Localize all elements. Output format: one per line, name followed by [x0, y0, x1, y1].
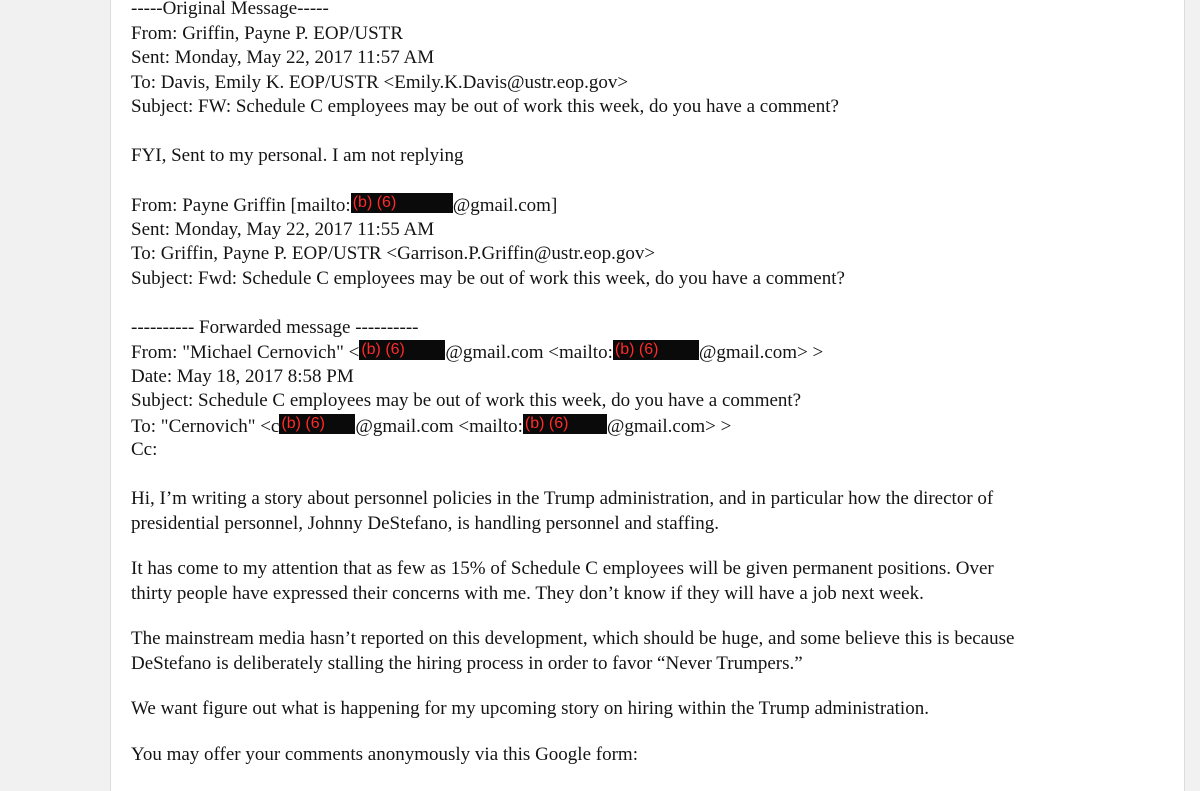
body-paragraph-5: You may offer your comments anonymously via this Google form: — [131, 743, 638, 765]
original-sent-line: Sent: Monday, May 22, 2017 11:57 AM — [131, 47, 435, 68]
forwarded-from-prefix: From: "Michael Cernovich" < — [131, 342, 360, 363]
body-paragraph-2-line-2: thirty people have expressed their concerns with me. They don’t know if they will have a job next week. — [131, 582, 924, 604]
forwarded-to-suffix: @gmail.com> > — [606, 415, 732, 437]
second-from-suffix: @gmail.com] — [452, 195, 558, 216]
body-paragraph-1-line-1: Hi, I’m writing a story about personnel policies in the Trump administration, and in particular how the director of — [131, 488, 994, 509]
original-subject-line: Subject: FW: Schedule C employees may be out of work this week, do you have a comment? — [131, 96, 839, 117]
second-subject-line: Subject: Fwd: Schedule C employees may be out of work this week, do you have a comment? — [131, 267, 845, 289]
body-paragraph-4: We want figure out what is happening for my upcoming story on hiring within the Trump administration. — [131, 698, 929, 719]
forwarded-from-suffix: @gmail.com> > — [698, 342, 824, 363]
forwarded-cc-line: Cc: — [131, 439, 158, 460]
forwarded-from-line — [131, 340, 1171, 365]
redaction-box: (b) (6) — [613, 340, 699, 360]
forwarded-to-middle: @gmail.com <mailto: — [355, 415, 523, 437]
forwarded-subject-line: Subject: Schedule C employees may be out of work this week, do you have a comment? — [131, 390, 802, 411]
forwarded-from-middle: @gmail.com <mailto: — [445, 342, 613, 363]
email-chain — [131, 0, 1171, 767]
redaction-box: (b) (6) — [279, 414, 355, 434]
body-paragraph-2-line-1: It has come to my attention that as few as 15% of Schedule C employees will be given permanent positions. Over — [131, 558, 994, 579]
forwarded-date-line: Date: May 18, 2017 8:58 PM — [131, 365, 354, 387]
original-message-separator: -----Original Message----- — [131, 0, 329, 19]
original-to-line: To: Davis, Emily K. EOP/USTR <Emily.K.Davis@ustr.eop.gov> — [131, 71, 629, 93]
document-page — [110, 0, 1185, 791]
second-sent-line: Sent: Monday, May 22, 2017 11:55 AM — [131, 218, 435, 240]
body-paragraph-3-line-1: The mainstream media hasn’t reported on this development, which should be huge, and some believe this is because — [131, 628, 1015, 649]
redaction-box: (b) (6) — [523, 414, 607, 434]
second-from-prefix: From: Payne Griffin [mailto: — [131, 195, 351, 216]
second-to-line: To: Griffin, Payne P. EOP/USTR <Garrison.P.Griffin@ustr.eop.gov> — [131, 243, 656, 264]
body-paragraph-3-line-2: DeStefano is deliberately stalling the hiring process in order to favor “Never Trumpers.” — [131, 652, 803, 674]
second-from-line — [131, 193, 1171, 218]
original-from-line: From: Griffin, Payne P. EOP/USTR — [131, 22, 404, 44]
forwarded-to-line — [131, 414, 1171, 439]
redaction-box: (b) (6) — [351, 193, 453, 213]
body-paragraph-1-line-2: presidential personnel, Johnny DeStefano, is handling personnel and staffing. — [131, 512, 719, 534]
forwarded-separator: ---------- Forwarded message ---------- — [131, 316, 419, 338]
redaction-box: (b) (6) — [359, 340, 445, 360]
forwarded-to-prefix: To: "Cernovich" <c — [131, 415, 280, 437]
fyi-note: FYI, Sent to my personal. I am not replying — [131, 145, 464, 166]
